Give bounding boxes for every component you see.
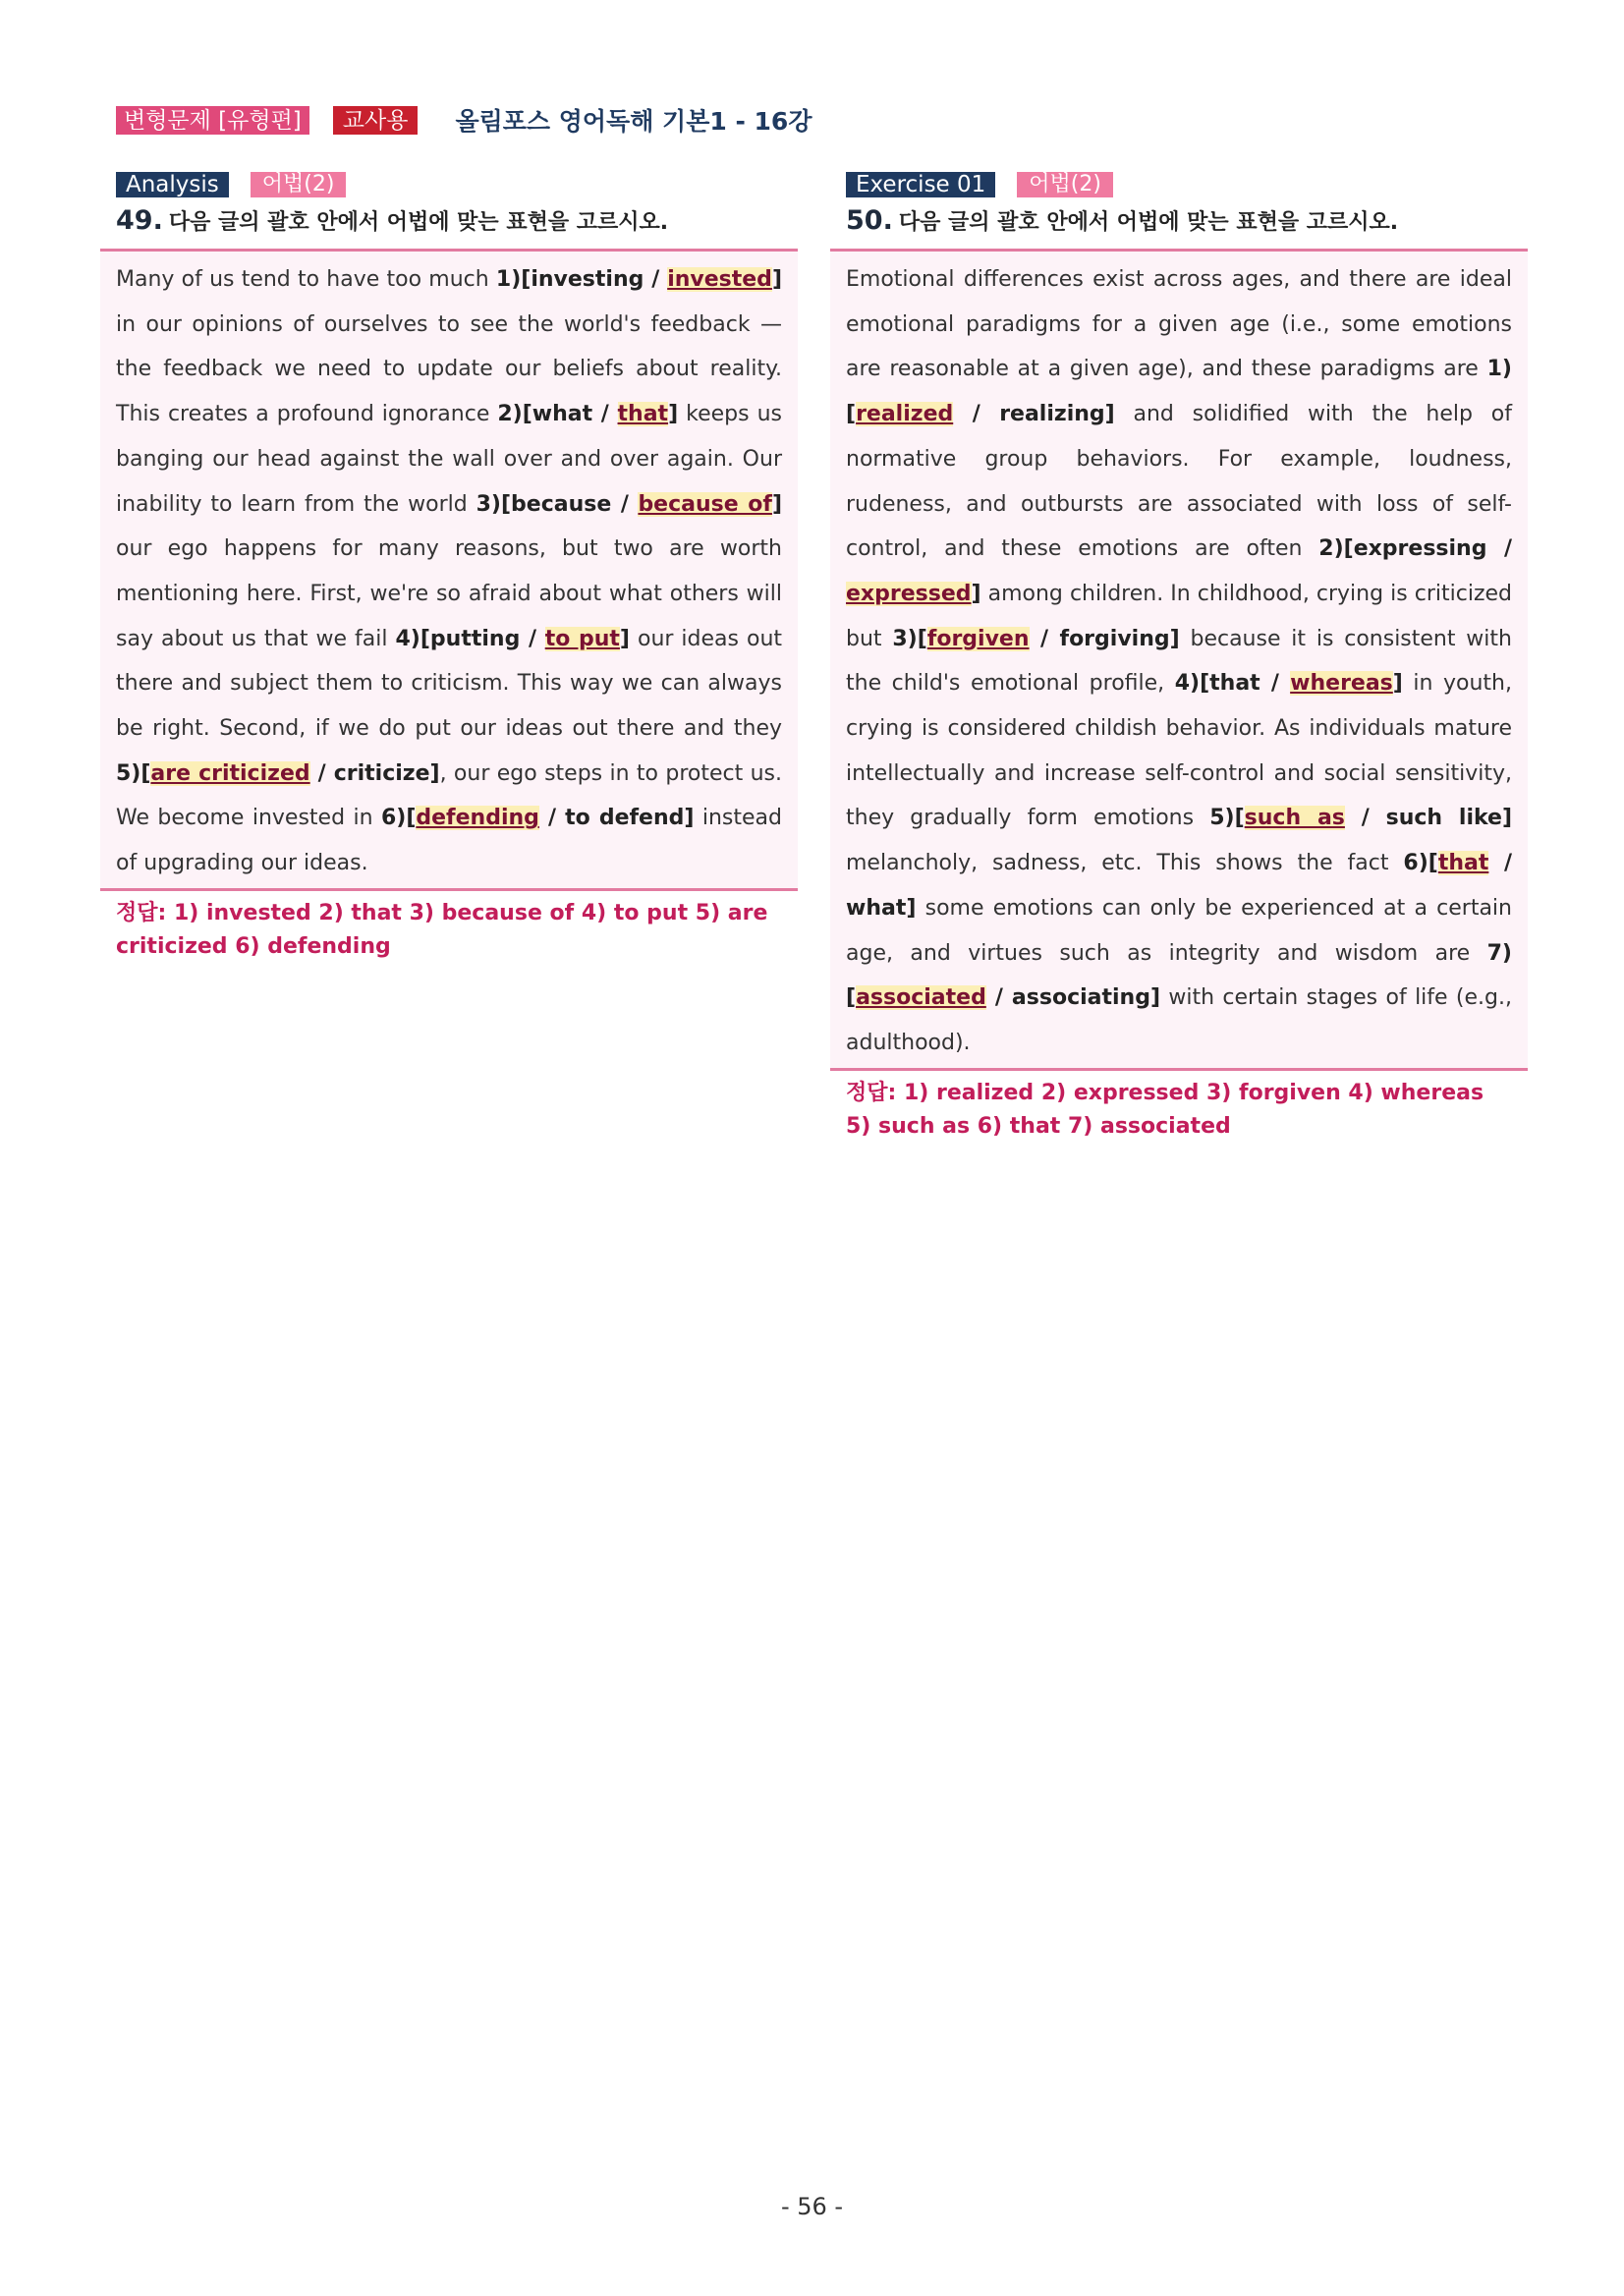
series-tag: 변형문제 [유형편]	[116, 106, 309, 135]
grammar-label: 어법(2)	[1017, 172, 1113, 197]
teacher-tag: 교사용	[333, 106, 419, 135]
choice-bracket: ]	[971, 581, 981, 606]
choice-bracket: / what]	[846, 851, 1512, 921]
question-number: 49.	[116, 205, 163, 236]
correct-choice: that	[617, 402, 669, 427]
correct-choice: forgiven	[926, 626, 1030, 651]
choice-bracket: ]	[668, 402, 679, 427]
left-label-row	[116, 172, 798, 197]
choice-bracket: 2)[what /	[497, 402, 618, 427]
exercise-label: Exercise 01	[846, 172, 995, 197]
choice-bracket: / realizing]	[953, 402, 1115, 427]
correct-choice: are criticized	[150, 760, 310, 786]
choice-bracket: 2)[expressing /	[1318, 536, 1513, 562]
analysis-label: Analysis	[116, 172, 229, 197]
left-column	[100, 172, 798, 964]
right-column	[830, 172, 1528, 1144]
correct-choice: defending	[416, 806, 539, 831]
choice-bracket: / criticize]	[309, 760, 440, 786]
grammar-label: 어법(2)	[251, 172, 347, 197]
choice-bracket: 6)[	[380, 806, 417, 831]
passage-text: Emotional differences exist across ages, and there are ideal emotional paradigms for a given age (i.e., some emotions are reasonable at a given age), and these paradigms are 1)[realized / realizing] and solidified with the help of normative group behaviors. For example, loudness, rudeness, and outbursts are associated with loss of self-control, and these emotions are often 2)[expressing / expressed] among children. In childhood, crying is criticized but 3)[forgiven / forgiving] because it is consistent with the child's emotional profile, 4)[that / whereas] in youth, crying is considered childish behavior. As individuals mature intellectually and increase self-control and social sensitivity, they gradually form emotions 5)[such as / such like] melancholy, sadness, etc. This shows the fact 6)[that / what] some emotions can only be experienced at a certain age, and virtues such as integrity and wisdom are 7)[associated / associating] with certain stages of life (e.g., adulthood).	[846, 267, 1513, 1055]
passage-box	[830, 249, 1528, 1071]
correct-choice: invested	[667, 267, 772, 292]
book-title: 올림포스 영어독해 기본1 - 16강	[455, 107, 812, 136]
passage-box	[100, 249, 798, 891]
answer-key: 정답: 1) realized 2) expressed 3) forgiven 4) whereas 5) such as 6) that 7) associated	[846, 1080, 1484, 1139]
choice-bracket: / associating]	[985, 985, 1161, 1011]
question-text: 다음 글의 괄호 안에서 어법에 맞는 표현을 고르시오.	[168, 210, 669, 235]
question-title	[846, 205, 1528, 237]
choice-bracket: / such like]	[1344, 806, 1512, 831]
right-label-row	[846, 172, 1528, 197]
correct-choice: such as	[1244, 806, 1345, 831]
choice-bracket: 6)[	[1403, 851, 1438, 876]
choice-bracket: / to defend]	[538, 806, 695, 831]
answer-key: 정답: 1) invested 2) that 3) because of 4) to put 5) are criticized 6) defending	[116, 900, 768, 959]
choice-bracket: 3)[because /	[476, 491, 639, 517]
page-header	[116, 104, 812, 136]
question-title	[116, 205, 798, 237]
question-number: 50.	[846, 205, 893, 236]
choice-bracket: 5)[	[116, 760, 151, 786]
correct-choice: whereas	[1290, 671, 1393, 697]
passage-text: Many of us tend to have too much 1)[investing / invested] in our opinions of ourselves to see the world's feedback — the feedback we need to update our beliefs about reality. This creates a profound ignorance 2)[what / that] keeps us banging our head against the wall over and over again. Our inability to learn from the world 3)[because / because of] our ego happens for many reasons, but two are worth mentioning here. First, we're so afraid about what others will say about us that we fail 4)[putting / to put] our ideas out there and subject them to criticism. This way we can always be right. Second, if we do put our ideas out there and they 5)[are criticized / criticize], our ego steps in to protect us. We become invested in 6)[defending / to defend] instead of upgrading our ideas.	[116, 267, 783, 876]
choice-bracket: 4)[putting /	[395, 626, 545, 651]
choice-bracket: ]	[771, 267, 782, 292]
choice-bracket: 5)[	[1209, 806, 1245, 831]
correct-choice: to put	[544, 626, 620, 651]
choice-bracket: ]	[771, 491, 782, 517]
page-number: - 56 -	[780, 2193, 844, 2220]
choice-bracket: / forgiving]	[1029, 626, 1180, 651]
choice-bracket: 1)[	[846, 357, 1512, 427]
choice-bracket: 7)[	[846, 940, 1512, 1011]
question-text: 다음 글의 괄호 안에서 어법에 맞는 표현을 고르시오.	[898, 210, 1399, 235]
choice-bracket: ]	[1392, 671, 1403, 697]
correct-choice: realized	[856, 402, 954, 427]
correct-choice: because of	[638, 491, 772, 517]
correct-choice: expressed	[846, 581, 972, 606]
choice-bracket: 1)[investing /	[495, 267, 668, 292]
choice-bracket: 3)[	[892, 626, 927, 651]
correct-choice: associated	[856, 985, 986, 1011]
correct-choice: that	[1437, 851, 1489, 876]
choice-bracket: ]	[619, 626, 630, 651]
choice-bracket: 4)[that /	[1174, 671, 1291, 697]
